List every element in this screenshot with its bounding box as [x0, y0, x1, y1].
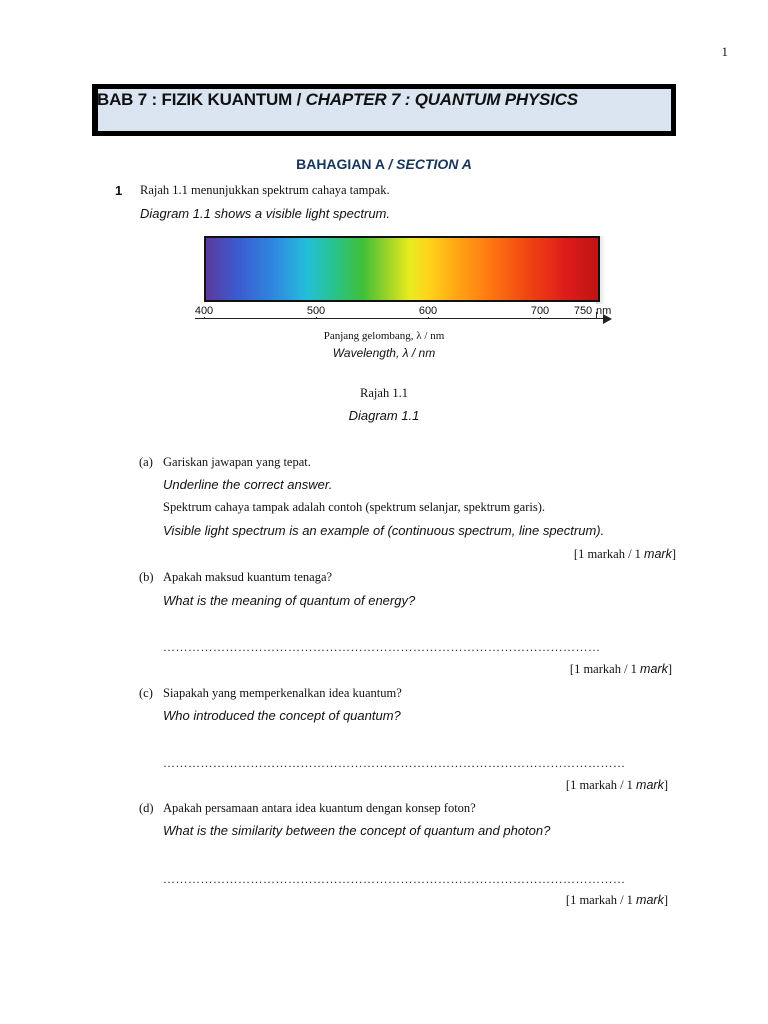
- part-d-marks-ms: [1 markah / 1: [565, 893, 637, 907]
- part-c-answer-line[interactable]: …………………………………………………………………………………………………: [163, 756, 626, 770]
- part-c-label: (c): [139, 686, 153, 700]
- visible-spectrum-bar: [204, 236, 600, 302]
- part-b-marks-en: mark: [640, 662, 668, 676]
- part-c-marks-en: mark: [636, 778, 664, 792]
- part-a-marks-en: mark: [644, 547, 672, 561]
- tick-label-600: 600: [418, 305, 438, 317]
- tick-label-unit: nm: [596, 305, 612, 317]
- tick-label-750: 750: [573, 305, 593, 317]
- axis-label-ms: Panjang gelombang, λ / nm: [323, 330, 445, 342]
- chapter-title-en: CHAPTER 7 : QUANTUM PHYSICS: [305, 90, 578, 109]
- part-c-marks-ms: [1 markah / 1: [565, 778, 637, 792]
- figure-caption-ms: Rajah 1.1: [360, 386, 408, 400]
- part-c-marks: [566, 778, 668, 793]
- part-d-marks: [566, 893, 668, 908]
- part-d-label: (d): [139, 801, 154, 815]
- section-label-ms: BAHAGIAN A: [296, 156, 385, 172]
- part-d-marks-close: ]: [663, 893, 668, 907]
- part-a-label: (a): [139, 455, 153, 469]
- part-d-marks-en: mark: [636, 893, 664, 907]
- part-d-question-en: What is the similarity between the concept of quantum and photon?: [163, 823, 551, 838]
- tick-label-400: 400: [194, 305, 214, 317]
- chapter-title: [97, 90, 578, 110]
- figure-caption-en: Diagram 1.1: [348, 408, 420, 423]
- part-a-statement-ms: Spektrum cahaya tampak adalah contoh (spektrum selanjar, spektrum garis).: [163, 500, 546, 514]
- part-b-question-en: What is the meaning of quantum of energy?: [163, 593, 416, 608]
- part-d-answer-line[interactable]: …………………………………………………………………………………………………: [163, 872, 626, 886]
- part-a-marks-ms: [1 markah / 1: [573, 547, 645, 561]
- tick-label-700: 700: [530, 305, 550, 317]
- part-a-marks-close: ]: [671, 547, 676, 561]
- axis-label-en: Wavelength, λ / nm: [332, 346, 436, 360]
- part-d-question-ms: Apakah persamaan antara idea kuantum dengan konsep foton?: [163, 801, 476, 815]
- part-c-marks-close: ]: [663, 778, 668, 792]
- part-c-question-ms: Siapakah yang memperkenalkan idea kuantum?: [163, 686, 402, 700]
- section-label-en: / SECTION A: [388, 156, 472, 172]
- part-a-instruction-en: Underline the correct answer.: [163, 477, 333, 492]
- wavelength-axis: [195, 318, 605, 319]
- part-b-question-ms: Apakah maksud kuantum tenaga?: [163, 570, 333, 584]
- part-a-marks: [574, 547, 676, 562]
- part-a-instruction-ms: Gariskan jawapan yang tepat.: [163, 455, 311, 469]
- part-c-question-en: Who introduced the concept of quantum?: [163, 708, 401, 723]
- tick-label-500: 500: [306, 305, 326, 317]
- part-b-marks-close: ]: [667, 662, 672, 676]
- question-number: 1: [115, 183, 123, 198]
- part-b-label: (b): [139, 570, 154, 584]
- question-stem-en: Diagram 1.1 shows a visible light spectrum.: [140, 206, 390, 221]
- chapter-title-ms: BAB 7 : FIZIK KUANTUM /: [97, 90, 306, 109]
- part-b-marks-ms: [1 markah / 1: [569, 662, 641, 676]
- question-stem-ms: Rajah 1.1 menunjukkan spektrum cahaya tampak.: [140, 183, 390, 197]
- section-heading: [0, 156, 768, 172]
- part-a-statement-en: Visible light spectrum is an example of (continuous spectrum, line spectrum).: [163, 523, 605, 538]
- part-b-marks: [570, 662, 672, 677]
- page-number: 1: [721, 44, 728, 59]
- part-b-answer-line[interactable]: ……………………………………………………………………………………………: [163, 640, 601, 654]
